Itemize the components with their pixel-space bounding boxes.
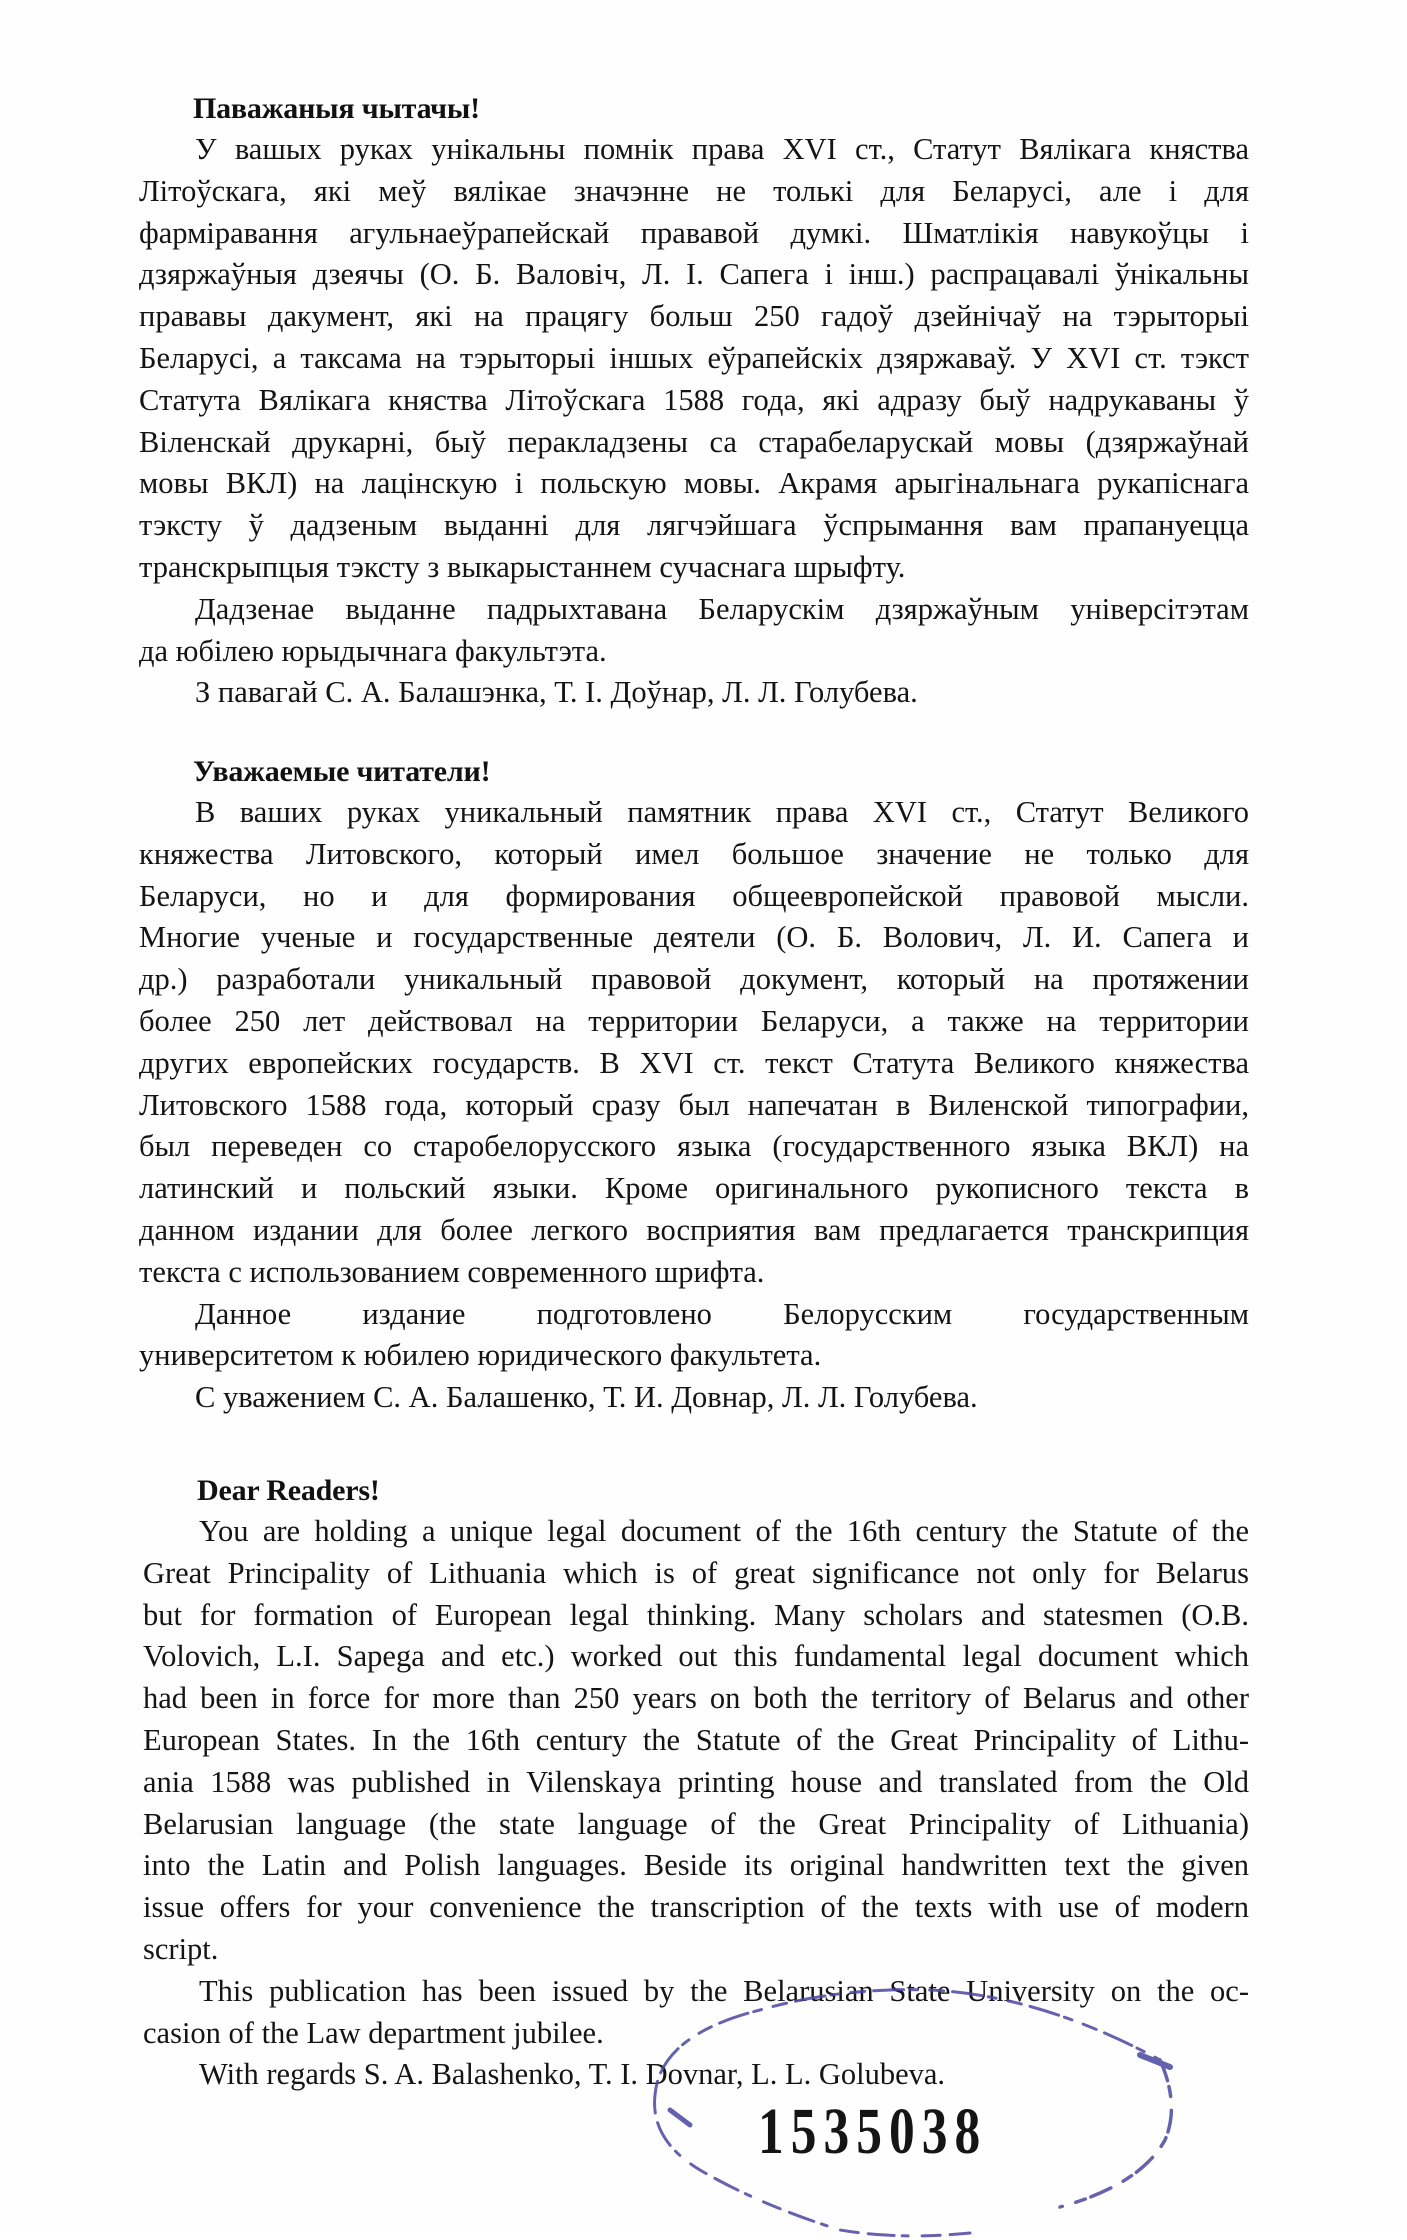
stamp-number: 1535038 <box>758 2095 988 2168</box>
text-line: данном издании для более легкого восприятия вам предлагается транскрипция <box>139 1212 1249 1247</box>
text-line: Данное издание подготовлено Белорусским государственным <box>195 1296 1249 1331</box>
text-line: European States. In the 16th century the Statute of the Great Principality of Lithu- <box>143 1722 1249 1757</box>
text-line: Статута Вялікага княства Літоўскага 1588 года, які адразу быў надрукаваны ў <box>139 382 1249 417</box>
text-line: университетом к юбилею юридического факультета. <box>139 1338 822 1373</box>
signature-line: With regards S. A. Balashenko, T. I. Dovnar, L. L. Golubeva. <box>199 2057 946 2092</box>
text-line: В ваших руках уникальный памятник права XVI ст., Статут Великого <box>195 795 1249 829</box>
signature-line: С уважением С. А. Балашенко, Т. И. Довнар, Л. Л. Голубева. <box>195 1380 978 1415</box>
text-line: Литовского 1588 года, который сразу был напечатан в Виленской типографии, <box>139 1087 1249 1122</box>
text-line: Volovich, L.I. Sapega and etc.) worked out this fundamental legal document which <box>143 1639 1249 1674</box>
text-line: Віленскай друкарні, быў перакладзены са старабеларускай мовы (дзяржаўнай <box>139 424 1249 459</box>
heading-russian: Уважаемые читатели! <box>193 755 491 788</box>
text-line: других европейских государств. В XVI ст. текст Статута Великого княжества <box>139 1045 1249 1080</box>
text-line: Беларуси, но и для формирования общеевропейской правовой мысли. <box>139 878 1249 913</box>
signature-line: З павагай С. А. Балашэнка, Т. І. Доўнар, Л. Л. Голубева. <box>195 675 918 710</box>
section-russian <box>139 752 1249 1419</box>
text-line: Дадзенае выданне падрыхтавана Беларускім дзяржаўным універсітэтам <box>195 591 1249 626</box>
text-line: Great Principality of Lithuania which is of great significance not only for Belarus <box>143 1555 1249 1590</box>
text-line: script. <box>143 1931 219 1966</box>
text-line: into the Latin and Polish languages. Beside its original handwritten text the given <box>143 1848 1249 1883</box>
text-line: да юбілею юрыдычнага факультэта. <box>139 633 607 668</box>
text-line: транскрыпцыя тэксту з выкарыстаннем сучаснага шрыфту. <box>139 549 906 584</box>
text-line: был переведен со старобелорусского языка (государственного языка ВКЛ) на <box>139 1129 1249 1164</box>
text-line: Літоўскага, які меў вялікае значэнне не толькі для Беларусі, але і для <box>139 173 1249 208</box>
text-line: but for formation of European legal thinking. Many scholars and statesmen (O.B. <box>143 1597 1249 1632</box>
text-line: Многие ученые и государственные деятели (О. Б. Волович, Л. И. Сапега и <box>139 920 1249 955</box>
text-line: Belarusian language (the state language of the Great Principality of Lithuania) <box>143 1806 1249 1841</box>
text-line: текста с использованием современного шрифта. <box>139 1254 765 1289</box>
section-belarusian <box>139 89 1249 714</box>
text-line: прававы дакумент, які на працягу больш 250 гадоў дзейнічаў на тэрыторыі <box>139 299 1249 334</box>
heading-belarusian: Паважаныя чытачы! <box>193 92 480 125</box>
text-line: had been in force for more than 250 years on both the territory of Belarus and other <box>143 1681 1249 1716</box>
text-line: более 250 лет действовал на территории Беларуси, а также на территории <box>139 1003 1249 1038</box>
text-line: фарміравання агульнаеўрапейскай прававой думкі. Шматлікія навукоўцы і <box>139 215 1249 250</box>
text-line: You are holding a unique legal document of the 16th century the Statute of the <box>199 1514 1249 1548</box>
text-line: мовы ВКЛ) на лацінскую і польскую мовы. Акрамя арыгінальнага рукапіснага <box>139 466 1249 501</box>
text-line: дзяржаўныя дзеячы (О. Б. Валовіч, Л. І. Сапега і інш.) распрацавалі ўнікальны <box>139 257 1249 292</box>
text-line: др.) разработали уникальный правовой документ, который на протяжении <box>139 962 1249 997</box>
text-line: This publication has been issued by the Belarusian State University on the oc- <box>199 1973 1249 2008</box>
text-line: У вашых руках унікальны помнік права XVI ст., Статут Вялікага княства <box>195 132 1249 166</box>
text-line: латинский и польский языки. Кроме оригинального рукописного текста в <box>139 1171 1249 1206</box>
text-line: ania 1588 was published in Vilenskaya printing house and translated from the Old <box>143 1764 1249 1799</box>
text-line: issue offers for your convenience the transcription of the texts with use of modern <box>143 1890 1249 1925</box>
text-line: княжества Литовского, который имел большое значение не только для <box>139 836 1249 871</box>
text-line: тэксту ў дадзеным выданні для лягчэйшага ўспрымання вам прапануецца <box>139 508 1249 543</box>
heading-english: Dear Readers! <box>197 1474 380 1507</box>
text-line: casion of the Law department jubilee. <box>143 2015 604 2050</box>
text-line: Беларусі, а таксама на тэрыторыі іншых еўрапейскіх дзяржаваў. У XVI ст. тэкст <box>139 340 1249 375</box>
